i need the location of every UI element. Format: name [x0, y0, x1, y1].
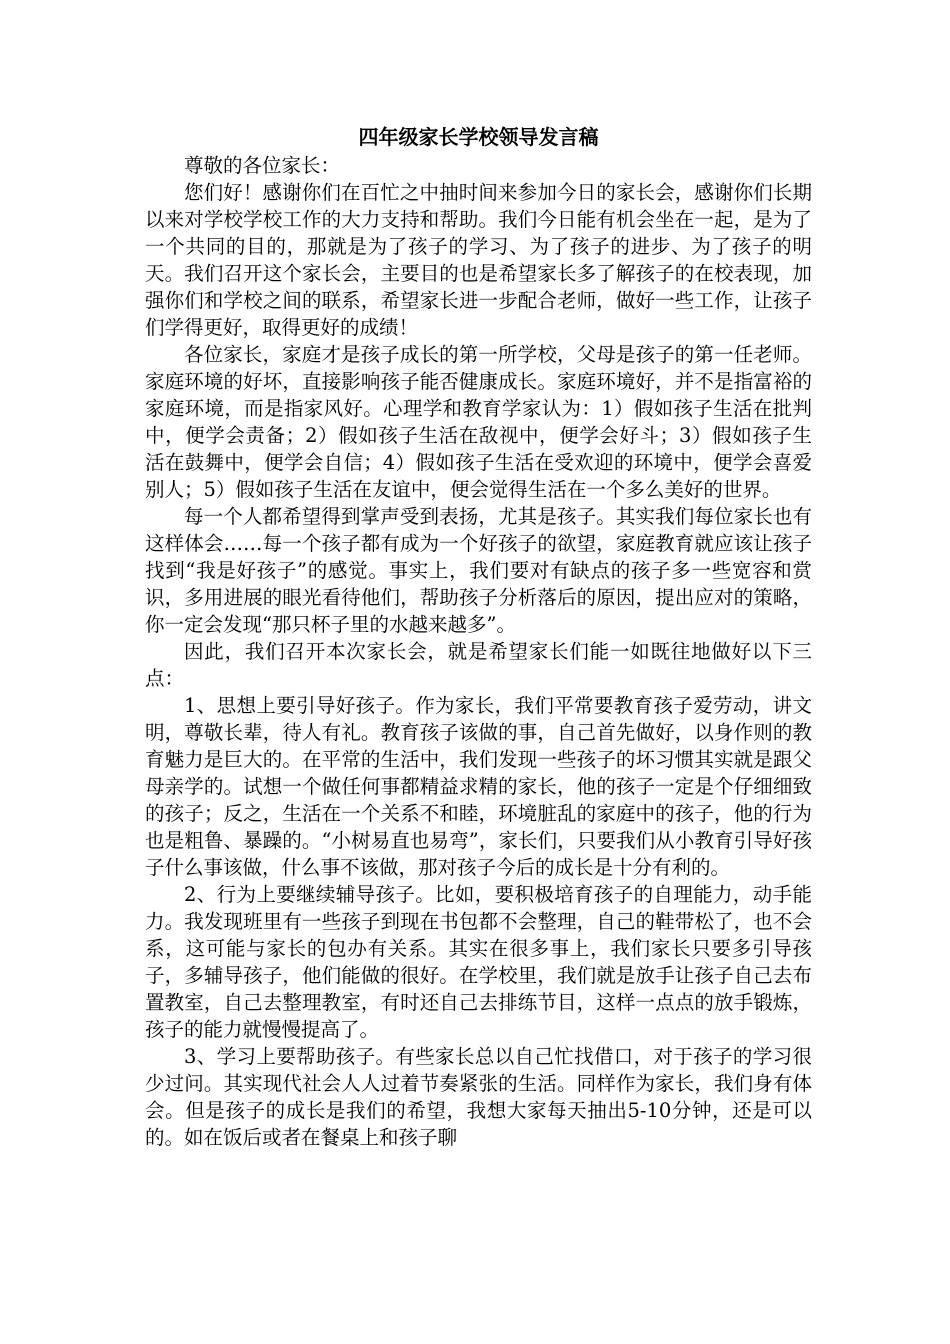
salutation: 尊敬的各位家长：	[184, 154, 341, 177]
paragraph-point-3: 3、学习上要帮助孩子。有些家长总以自己忙找借口，对于孩子的学习很少过问。其实现代社会人人过着节奏紧张的生活。同样作为家长，我们身有体会。但是孩子的成长是我们的希望，我想大家每天抽出5-10分钟，还是可以的。如在饭后或者在餐桌上和孩子聊	[145, 1045, 812, 1149]
paragraph-point-1: 1、思想上要引导好孩子。作为家长，我们平常要教育孩子爱劳动，讲文明，尊敬长辈，待人有礼。教育孩子该做的事，自己首先做好，以身作则的教育魅力是巨大的。在平常的生活中，我们发现一些孩子的坏习惯其实就是跟父母亲学的。试想一个做任何事都精益求精的家长，他的孩子一定是个仔细细致的孩子；反之，生活在一个关系不和睦，环境脏乱的家庭中的孩子，他的行为也是粗鲁、暴躁的。“小树易直也易弯”，家长们，只要我们从小教育引导好孩子什么事该做，什么事不该做，那对孩子今后的成长是十分有利的。	[145, 694, 812, 879]
paragraph-praise: 每一个人都希望得到掌声受到表扬，尤其是孩子。其实我们每位家长也有这样体会……每一个孩子都有成为一个好孩子的欲望，家庭教育就应该让孩子找到“我是好孩子”的感觉。事实上，我们要对有缺点的孩子多一些宽容和赏识，多用进展的眼光看待他们，帮助孩子分析落后的原因，提出应对的策略，你一定会发现“那只杯子里的水越来越多”。	[145, 505, 812, 636]
paragraph-three-points-intro: 因此，我们召开本次家长会，就是希望家长们能一如既往地做好以下三点：	[145, 640, 812, 690]
document-page	[145, 122, 812, 1151]
paragraph-family-environment: 各位家长，家庭才是孩子成长的第一所学校，父母是孩子的第一任老师。家庭环境的好坏，直接影响孩子能否健康成长。家庭环境好，并不是指富裕的家庭环境，而是指家风好。心理学和教育学家认为：1）假如孩子生活在批判中，便学会责备；2）假如孩子生活在敌视中，便学会好斗；3）假如孩子生活在鼓舞中，便学会自信；4）假如孩子生活在受欢迎的环境中，便学会喜爱别人；5）假如孩子生活在友谊中，便会觉得生活在一个多么美好的世界。	[145, 343, 812, 501]
paragraph-greeting: 您们好！感谢你们在百忙之中抽时间来参加今日的家长会，感谢你们长期以来对学校学校工作的大力支持和帮助。我们今日能有机会坐在一起，是为了一个共同的目的，那就是为了孩子的学习、为了孩子的进步、为了孩子的明天。我们召开这个家长会，主要目的也是希望家长多了解孩子的在校表现，加强你们和学校之间的联系，希望家长进一步配合老师，做好一些工作，让孩子们学得更好，取得更好的成绩！	[145, 181, 812, 339]
document-title: 四年级家长学校领导发言稿	[358, 125, 599, 149]
paragraph-point-2: 2、行为上要继续辅导孩子。比如，要积极培育孩子的自理能力，动手能力。我发现班里有一些孩子到现在书包都不会整理，自己的鞋带松了，也不会系，这可能与家长的包办有关系。其实在很多事上，我们家长只要多引导孩子，多辅导孩子，他们能做的很好。在学校里，我们就是放手让孩子自己去布置教室，自己去整理教室，有时还自己去排练节目，这样一点点的放手锻炼，孩子的能力就慢慢提高了。	[145, 883, 812, 1041]
